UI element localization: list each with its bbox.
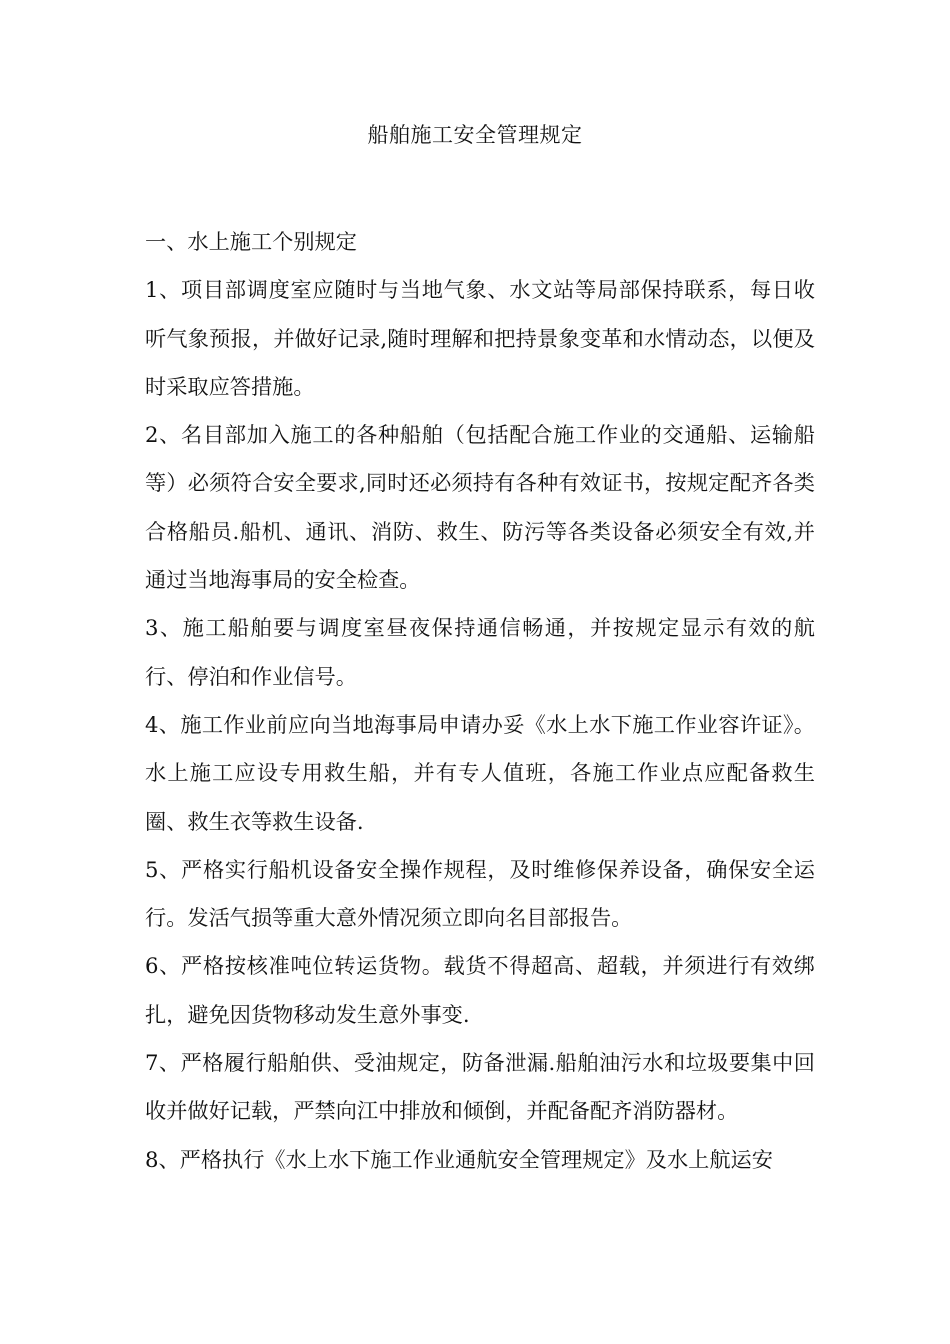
paragraph-5: 5、严格实行船机设备安全操作规程，及时维修保养设备，确保安全运行。发活气损等重大意外情况须立即向名目部报告。 bbox=[145, 856, 815, 931]
paragraph-2: 2、名目部加入施工的各种船舶（包括配合施工作业的交通船、运输船等）必须符合安全要求,同时还必须持有各种有效证书，按规定配齐各类合格船员.船机、通讯、消防、救生、防污等各类设备必须安全有效,并通过当地海事局的安全检查。 bbox=[145, 422, 815, 593]
document-title: 船舶施工安全管理规定 bbox=[367, 123, 583, 147]
paragraph-4: 4、施工作业前应向当地海事局申请办妥《水上水下施工作业容许证》。水上施工应设专用救生船，并有专人值班，各施工作业点应配备救生圈、救生衣等救生设备. bbox=[145, 711, 815, 834]
section-heading: 一、水上施工个别规定 bbox=[145, 229, 357, 254]
paragraph-3: 3、施工船舶要与调度室昼夜保持通信畅通，并按规定显示有效的航行、停泊和作业信号。 bbox=[145, 615, 815, 689]
paragraph-6: 6、严格按核准吨位转运货物。载货不得超高、超载，并须进行有效绑扎，避免因货物移动发生意外事变. bbox=[145, 953, 815, 1027]
paragraph-7: 7、严格履行船舶供、受油规定，防备泄漏.船舶油污水和垃圾要集中回收并做好记载，严禁向江中排放和倾倒，并配备配齐消防器材。 bbox=[145, 1050, 815, 1124]
paragraph-1: 1、项目部调度室应随时与当地气象、水文站等局部保持联系，每日收听气象预报，并做好记录,随时理解和把持景象变革和水情动态，以便及时采取应答措施。 bbox=[145, 277, 815, 399]
paragraph-8: 8、严格执行《水上水下施工作业通航安全管理规定》及水上航运安 bbox=[145, 1146, 773, 1172]
document-body bbox=[145, 218, 815, 1184]
